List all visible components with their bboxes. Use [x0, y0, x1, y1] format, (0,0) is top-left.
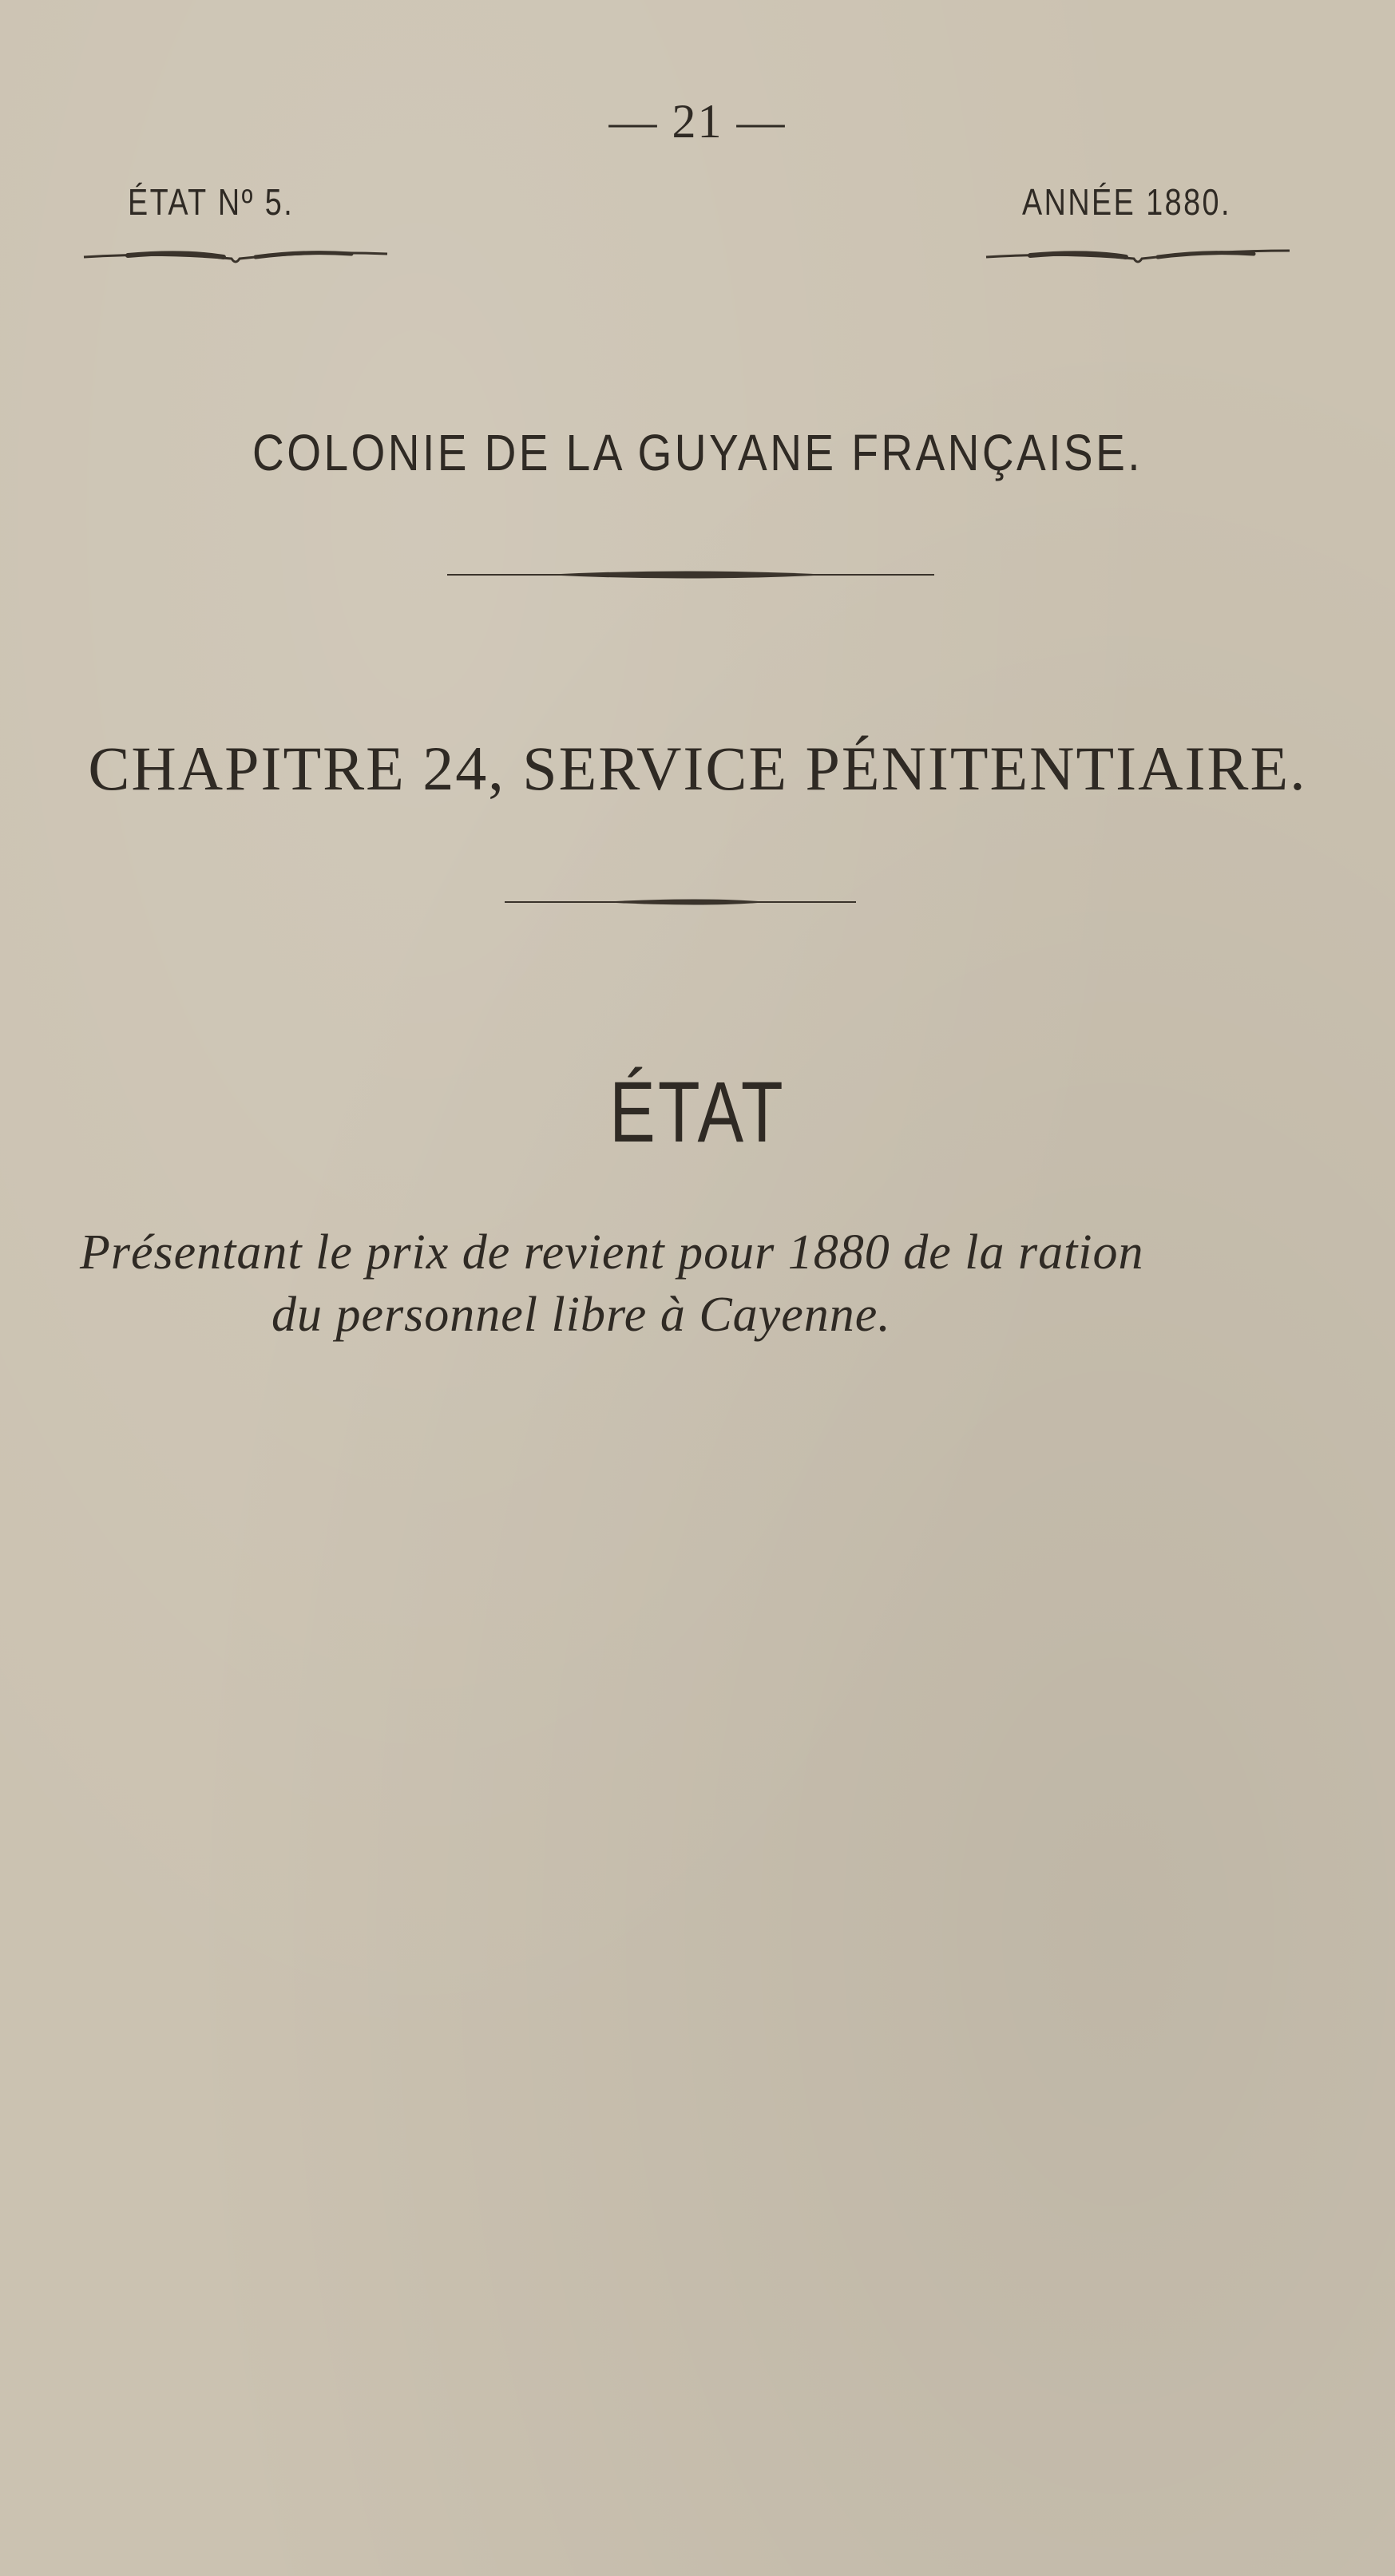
description-line-1: Présentant le prix de revient pour 1880 de la ration	[80, 1225, 1144, 1280]
description-line-2: du personnel libre à Cayenne.	[271, 1288, 891, 1342]
right-header-flourish	[982, 239, 1294, 271]
description	[80, 1221, 1326, 1346]
tapered-rule-1	[447, 563, 934, 587]
left-header-flourish	[80, 239, 391, 271]
tapered-rule-2	[505, 890, 856, 914]
colony-title: COLONIE DE LA GUYANE FRANÇAISE.	[252, 424, 1143, 481]
state-heading: ÉTAT	[609, 1063, 786, 1160]
state-number: ÉTAT Nº 5.	[128, 181, 295, 223]
year-label: ANNÉE 1880.	[1022, 181, 1231, 223]
chapter-title: CHAPITRE 24, SERVICE PÉNITENTIAIRE.	[88, 734, 1307, 803]
page-number: — 21 —	[608, 95, 787, 148]
